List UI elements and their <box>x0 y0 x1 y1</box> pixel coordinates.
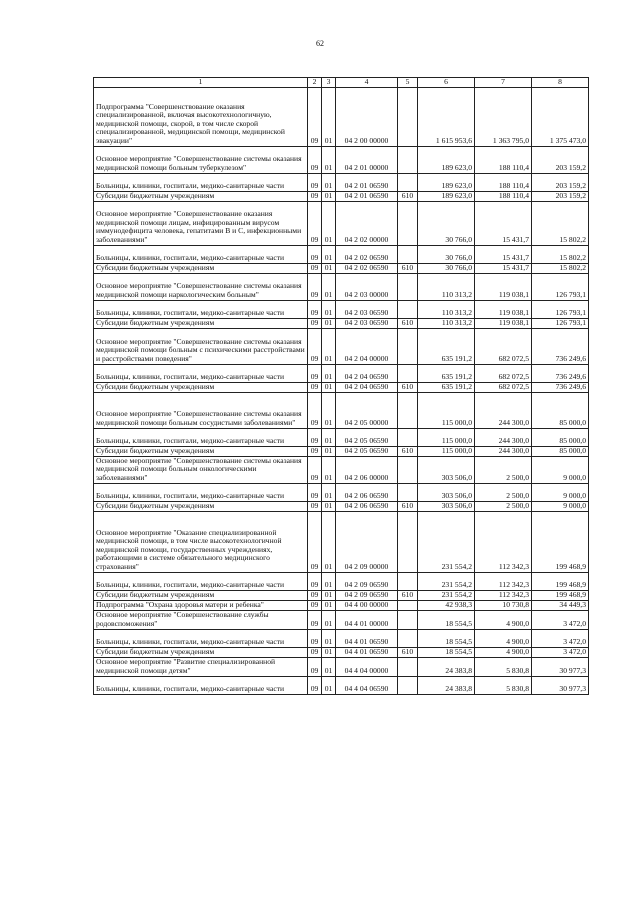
table-row <box>94 318 589 328</box>
amount-year-2: 682 072,5 <box>475 364 532 382</box>
amount-year-2: 2 500,0 <box>475 501 532 511</box>
section-code: 09 <box>308 273 322 300</box>
table-row <box>94 392 589 428</box>
amount-year-3: 203 159,2 <box>532 146 589 173</box>
subsection-code: 01 <box>322 273 336 300</box>
subsection-code: 01 <box>322 263 336 273</box>
row-name: Субсидии бюджетным учреждениям <box>94 501 308 511</box>
amount-year-1: 303 506,0 <box>418 456 475 483</box>
amount-year-1: 110 313,2 <box>418 300 475 318</box>
table-row <box>94 191 589 201</box>
section-code: 09 <box>308 483 322 501</box>
amount-year-3: 199 468,9 <box>532 572 589 590</box>
target-article-code: 04 2 01 06590 <box>336 191 398 201</box>
table-row <box>94 456 589 483</box>
expense-type-code <box>398 657 418 676</box>
row-name: Больницы, клиники, госпитали, медико-санитарные части <box>94 364 308 382</box>
expense-type-code <box>398 676 418 694</box>
amount-year-1: 115 000,0 <box>418 428 475 446</box>
row-name: Основное мероприятие "Совершенствование системы оказания медицинской помощи больным онкологическими заболеваниями" <box>94 456 308 483</box>
amount-year-3: 9 000,0 <box>532 483 589 501</box>
table-row <box>94 300 589 318</box>
section-code: 09 <box>308 382 322 392</box>
amount-year-2: 2 500,0 <box>475 456 532 483</box>
target-article-code: 04 4 01 06590 <box>336 629 398 647</box>
row-name: Подпрограмма "Совершенствование оказания специализированной, включая высокотехнологичную, медицинской помощи, скорой, в том числе скорой специализированной, медицинской помощи, медицинской эвакуации" <box>94 87 308 146</box>
amount-year-1: 110 313,2 <box>418 273 475 300</box>
subsection-code: 01 <box>322 300 336 318</box>
row-name: Основное мероприятие "Совершенствование службы родовспоможения" <box>94 610 308 629</box>
table-row <box>94 245 589 263</box>
amount-year-3: 30 977,3 <box>532 676 589 694</box>
amount-year-2: 244 300,0 <box>475 446 532 456</box>
expense-type-code <box>398 629 418 647</box>
target-article-code: 04 2 06 00000 <box>336 456 398 483</box>
section-code: 09 <box>308 600 322 610</box>
subsection-code: 01 <box>322 392 336 428</box>
amount-year-1: 189 623,0 <box>418 146 475 173</box>
amount-year-1: 18 554,5 <box>418 629 475 647</box>
row-name: Больницы, клиники, госпитали, медико-санитарные части <box>94 245 308 263</box>
table-row <box>94 273 589 300</box>
target-article-code: 04 2 02 06590 <box>336 263 398 273</box>
amount-year-3: 203 159,2 <box>532 173 589 191</box>
amount-year-1: 24 383,8 <box>418 657 475 676</box>
expense-type-code <box>398 610 418 629</box>
target-article-code: 04 4 04 00000 <box>336 657 398 676</box>
target-article-code: 04 4 01 00000 <box>336 610 398 629</box>
section-code: 09 <box>308 146 322 173</box>
amount-year-2: 5 830,8 <box>475 657 532 676</box>
amount-year-1: 303 506,0 <box>418 501 475 511</box>
amount-year-1: 18 554,5 <box>418 647 475 657</box>
expense-type-code <box>398 364 418 382</box>
subsection-code: 01 <box>322 676 336 694</box>
table-row <box>94 501 589 511</box>
expense-type-code <box>398 483 418 501</box>
target-article-code: 04 2 00 00000 <box>336 87 398 146</box>
amount-year-2: 119 038,1 <box>475 300 532 318</box>
section-code: 09 <box>308 201 322 245</box>
section-code: 09 <box>308 318 322 328</box>
table-row <box>94 657 589 676</box>
table-row <box>94 382 589 392</box>
amount-year-3: 199 468,9 <box>532 590 589 600</box>
amount-year-3: 126 793,1 <box>532 300 589 318</box>
amount-year-3: 15 802,2 <box>532 245 589 263</box>
expense-type-code: 610 <box>398 191 418 201</box>
target-article-code: 04 2 05 06590 <box>336 446 398 456</box>
amount-year-2: 112 342,3 <box>475 511 532 572</box>
section-code: 09 <box>308 629 322 647</box>
target-article-code: 04 2 04 00000 <box>336 328 398 364</box>
section-code: 09 <box>308 300 322 318</box>
expense-type-code <box>398 456 418 483</box>
amount-year-1: 115 000,0 <box>418 446 475 456</box>
amount-year-3: 30 977,3 <box>532 657 589 676</box>
header-cell: 7 <box>475 78 532 88</box>
subsection-code: 01 <box>322 511 336 572</box>
expense-type-code: 610 <box>398 590 418 600</box>
expense-type-code <box>398 146 418 173</box>
amount-year-2: 112 342,3 <box>475 572 532 590</box>
expense-type-code <box>398 300 418 318</box>
target-article-code: 04 2 02 00000 <box>336 201 398 245</box>
amount-year-1: 18 554,5 <box>418 610 475 629</box>
amount-year-3: 736 249,6 <box>532 364 589 382</box>
row-name: Больницы, клиники, госпитали, медико-санитарные части <box>94 629 308 647</box>
target-article-code: 04 4 01 06590 <box>336 647 398 657</box>
subsection-code: 01 <box>322 191 336 201</box>
amount-year-2: 188 110,4 <box>475 146 532 173</box>
row-name: Основное мероприятие "Совершенствование системы оказания медицинской помощи больным с психическими расстройствами и расстройствами поведения" <box>94 328 308 364</box>
amount-year-1: 635 191,2 <box>418 328 475 364</box>
amount-year-3: 126 793,1 <box>532 318 589 328</box>
amount-year-2: 244 300,0 <box>475 392 532 428</box>
amount-year-3: 736 249,6 <box>532 382 589 392</box>
amount-year-2: 119 038,1 <box>475 273 532 300</box>
subsection-code: 01 <box>322 364 336 382</box>
amount-year-3: 1 375 473,0 <box>532 87 589 146</box>
expense-type-code <box>398 173 418 191</box>
amount-year-1: 231 554,2 <box>418 572 475 590</box>
row-name: Субсидии бюджетным учреждениям <box>94 590 308 600</box>
section-code: 09 <box>308 657 322 676</box>
target-article-code: 04 2 01 06590 <box>336 173 398 191</box>
target-article-code: 04 2 05 06590 <box>336 428 398 446</box>
budget-table <box>93 77 589 695</box>
amount-year-1: 24 383,8 <box>418 676 475 694</box>
row-name: Больницы, клиники, госпитали, медико-санитарные части <box>94 300 308 318</box>
row-name: Подпрограмма "Охрана здоровья матери и ребенка" <box>94 600 308 610</box>
target-article-code: 04 4 04 06590 <box>336 676 398 694</box>
header-cell: 8 <box>532 78 589 88</box>
subsection-code: 01 <box>322 146 336 173</box>
row-name: Основное мероприятие "Совершенствование системы оказания медицинской помощи больным туберкулезом" <box>94 146 308 173</box>
table-row <box>94 201 589 245</box>
table-row <box>94 364 589 382</box>
section-code: 09 <box>308 610 322 629</box>
amount-year-2: 682 072,5 <box>475 328 532 364</box>
table-row <box>94 676 589 694</box>
amount-year-2: 2 500,0 <box>475 483 532 501</box>
amount-year-3: 3 472,0 <box>532 647 589 657</box>
row-name: Больницы, клиники, госпитали, медико-санитарные части <box>94 483 308 501</box>
subsection-code: 01 <box>322 572 336 590</box>
target-article-code: 04 2 09 06590 <box>336 572 398 590</box>
target-article-code: 04 2 03 06590 <box>336 318 398 328</box>
expense-type-code <box>398 511 418 572</box>
section-code: 09 <box>308 456 322 483</box>
section-code: 09 <box>308 511 322 572</box>
subsection-code: 01 <box>322 428 336 446</box>
amount-year-1: 30 766,0 <box>418 263 475 273</box>
amount-year-3: 15 802,2 <box>532 201 589 245</box>
amount-year-3: 199 468,9 <box>532 511 589 572</box>
row-name: Больницы, клиники, госпитали, медико-санитарные части <box>94 572 308 590</box>
target-article-code: 04 2 04 06590 <box>336 382 398 392</box>
amount-year-3: 85 000,0 <box>532 392 589 428</box>
table-row <box>94 629 589 647</box>
subsection-code: 01 <box>322 382 336 392</box>
amount-year-3: 736 249,6 <box>532 328 589 364</box>
row-name: Субсидии бюджетным учреждениям <box>94 446 308 456</box>
expense-type-code: 610 <box>398 446 418 456</box>
subsection-code: 01 <box>322 501 336 511</box>
amount-year-1: 189 623,0 <box>418 191 475 201</box>
expense-type-code: 610 <box>398 318 418 328</box>
amount-year-2: 5 830,8 <box>475 676 532 694</box>
amount-year-1: 110 313,2 <box>418 318 475 328</box>
row-name: Больницы, клиники, госпитали, медико-санитарные части <box>94 428 308 446</box>
expense-type-code <box>398 245 418 263</box>
row-name: Субсидии бюджетным учреждениям <box>94 382 308 392</box>
section-code: 09 <box>308 572 322 590</box>
amount-year-2: 4 900,0 <box>475 629 532 647</box>
amount-year-1: 635 191,2 <box>418 382 475 392</box>
header-cell: 6 <box>418 78 475 88</box>
amount-year-1: 231 554,2 <box>418 511 475 572</box>
amount-year-2: 188 110,4 <box>475 191 532 201</box>
target-article-code: 04 4 00 00000 <box>336 600 398 610</box>
amount-year-1: 231 554,2 <box>418 590 475 600</box>
amount-year-3: 9 000,0 <box>532 501 589 511</box>
amount-year-1: 635 191,2 <box>418 364 475 382</box>
subsection-code: 01 <box>322 600 336 610</box>
expense-type-code <box>398 87 418 146</box>
header-cell: 4 <box>336 78 398 88</box>
page-number: 62 <box>316 39 324 48</box>
table-row <box>94 610 589 629</box>
header-cell: 3 <box>322 78 336 88</box>
amount-year-2: 682 072,5 <box>475 382 532 392</box>
subsection-code: 01 <box>322 318 336 328</box>
amount-year-2: 112 342,3 <box>475 590 532 600</box>
target-article-code: 04 2 01 00000 <box>336 146 398 173</box>
subsection-code: 01 <box>322 456 336 483</box>
row-name: Больницы, клиники, госпитали, медико-санитарные части <box>94 173 308 191</box>
amount-year-2: 119 038,1 <box>475 318 532 328</box>
amount-year-3: 34 449,3 <box>532 600 589 610</box>
table-row <box>94 428 589 446</box>
subsection-code: 01 <box>322 657 336 676</box>
target-article-code: 04 2 06 06590 <box>336 501 398 511</box>
row-name: Субсидии бюджетным учреждениям <box>94 191 308 201</box>
table-row <box>94 328 589 364</box>
row-name: Основное мероприятие "Совершенствование системы оказания медицинской помощи наркологическим больным" <box>94 273 308 300</box>
row-name: Основное мероприятие "Совершенствование системы оказания медицинской помощи больным сосудистыми заболеваниями" <box>94 392 308 428</box>
expense-type-code <box>398 392 418 428</box>
target-article-code: 04 2 09 06590 <box>336 590 398 600</box>
target-article-code: 04 2 06 06590 <box>336 483 398 501</box>
section-code: 09 <box>308 501 322 511</box>
amount-year-1: 303 506,0 <box>418 483 475 501</box>
expense-type-code: 610 <box>398 382 418 392</box>
table-row <box>94 263 589 273</box>
table-row <box>94 146 589 173</box>
table-row <box>94 446 589 456</box>
section-code: 09 <box>308 676 322 694</box>
table-row <box>94 572 589 590</box>
section-code: 09 <box>308 173 322 191</box>
amount-year-2: 15 431,7 <box>475 245 532 263</box>
expense-type-code <box>398 328 418 364</box>
section-code: 09 <box>308 191 322 201</box>
header-cell: 5 <box>398 78 418 88</box>
row-name: Субсидии бюджетным учреждениям <box>94 263 308 273</box>
amount-year-2: 4 900,0 <box>475 610 532 629</box>
target-article-code: 04 2 09 00000 <box>336 511 398 572</box>
subsection-code: 01 <box>322 590 336 600</box>
header-row <box>94 78 589 88</box>
amount-year-2: 10 730,8 <box>475 600 532 610</box>
section-code: 09 <box>308 263 322 273</box>
header-cell: 1 <box>94 78 308 88</box>
amount-year-3: 126 793,1 <box>532 273 589 300</box>
table-row <box>94 511 589 572</box>
subsection-code: 01 <box>322 629 336 647</box>
table-row <box>94 590 589 600</box>
amount-year-3: 203 159,2 <box>532 191 589 201</box>
target-article-code: 04 2 05 00000 <box>336 392 398 428</box>
amount-year-3: 15 802,2 <box>532 263 589 273</box>
subsection-code: 01 <box>322 87 336 146</box>
subsection-code: 01 <box>322 173 336 191</box>
subsection-code: 01 <box>322 446 336 456</box>
expense-type-code <box>398 572 418 590</box>
row-name: Субсидии бюджетным учреждениям <box>94 318 308 328</box>
section-code: 09 <box>308 647 322 657</box>
subsection-code: 01 <box>322 328 336 364</box>
table-row <box>94 600 589 610</box>
expense-type-code: 610 <box>398 647 418 657</box>
section-code: 09 <box>308 245 322 263</box>
target-article-code: 04 2 03 06590 <box>336 300 398 318</box>
amount-year-1: 189 623,0 <box>418 173 475 191</box>
section-code: 09 <box>308 364 322 382</box>
amount-year-2: 15 431,7 <box>475 201 532 245</box>
section-code: 09 <box>308 392 322 428</box>
amount-year-3: 3 472,0 <box>532 610 589 629</box>
amount-year-3: 3 472,0 <box>532 629 589 647</box>
amount-year-1: 30 766,0 <box>418 245 475 263</box>
subsection-code: 01 <box>322 610 336 629</box>
section-code: 09 <box>308 87 322 146</box>
row-name: Больницы, клиники, госпитали, медико-санитарные части <box>94 676 308 694</box>
section-code: 09 <box>308 428 322 446</box>
amount-year-1: 42 938,3 <box>418 600 475 610</box>
expense-type-code <box>398 273 418 300</box>
amount-year-1: 115 000,0 <box>418 392 475 428</box>
row-name: Основное мероприятие "Развитие специализированной медицинской помощи детям" <box>94 657 308 676</box>
target-article-code: 04 2 04 06590 <box>336 364 398 382</box>
target-article-code: 04 2 03 00000 <box>336 273 398 300</box>
amount-year-2: 15 431,7 <box>475 263 532 273</box>
expense-type-code <box>398 428 418 446</box>
header-cell: 2 <box>308 78 322 88</box>
amount-year-2: 244 300,0 <box>475 428 532 446</box>
amount-year-2: 4 900,0 <box>475 647 532 657</box>
table-row <box>94 87 589 146</box>
row-name: Основное мероприятие "Совершенствование оказания медицинской помощи лицам, инфицированным вирусом иммунодефицита человека, гепатитами В и С, инфекционными заболеваниями" <box>94 201 308 245</box>
amount-year-3: 9 000,0 <box>532 456 589 483</box>
amount-year-2: 1 363 795,0 <box>475 87 532 146</box>
subsection-code: 01 <box>322 245 336 263</box>
subsection-code: 01 <box>322 647 336 657</box>
table-row <box>94 647 589 657</box>
amount-year-2: 188 110,4 <box>475 173 532 191</box>
expense-type-code: 610 <box>398 263 418 273</box>
section-code: 09 <box>308 446 322 456</box>
amount-year-3: 85 000,0 <box>532 428 589 446</box>
expense-type-code <box>398 201 418 245</box>
subsection-code: 01 <box>322 201 336 245</box>
target-article-code: 04 2 02 06590 <box>336 245 398 263</box>
amount-year-1: 30 766,0 <box>418 201 475 245</box>
subsection-code: 01 <box>322 483 336 501</box>
expense-type-code: 610 <box>398 501 418 511</box>
amount-year-1: 1 615 953,6 <box>418 87 475 146</box>
section-code: 09 <box>308 590 322 600</box>
section-code: 09 <box>308 328 322 364</box>
row-name: Субсидии бюджетным учреждениям <box>94 647 308 657</box>
expense-type-code <box>398 600 418 610</box>
row-name: Основное мероприятие "Оказание специализированной медицинской помощи, в том числе высокотехнологичной медицинской помощи, государственных учреждениях, работающими в системе обязательного медицинского страхования" <box>94 511 308 572</box>
table-row <box>94 483 589 501</box>
amount-year-3: 85 000,0 <box>532 446 589 456</box>
table-row <box>94 173 589 191</box>
